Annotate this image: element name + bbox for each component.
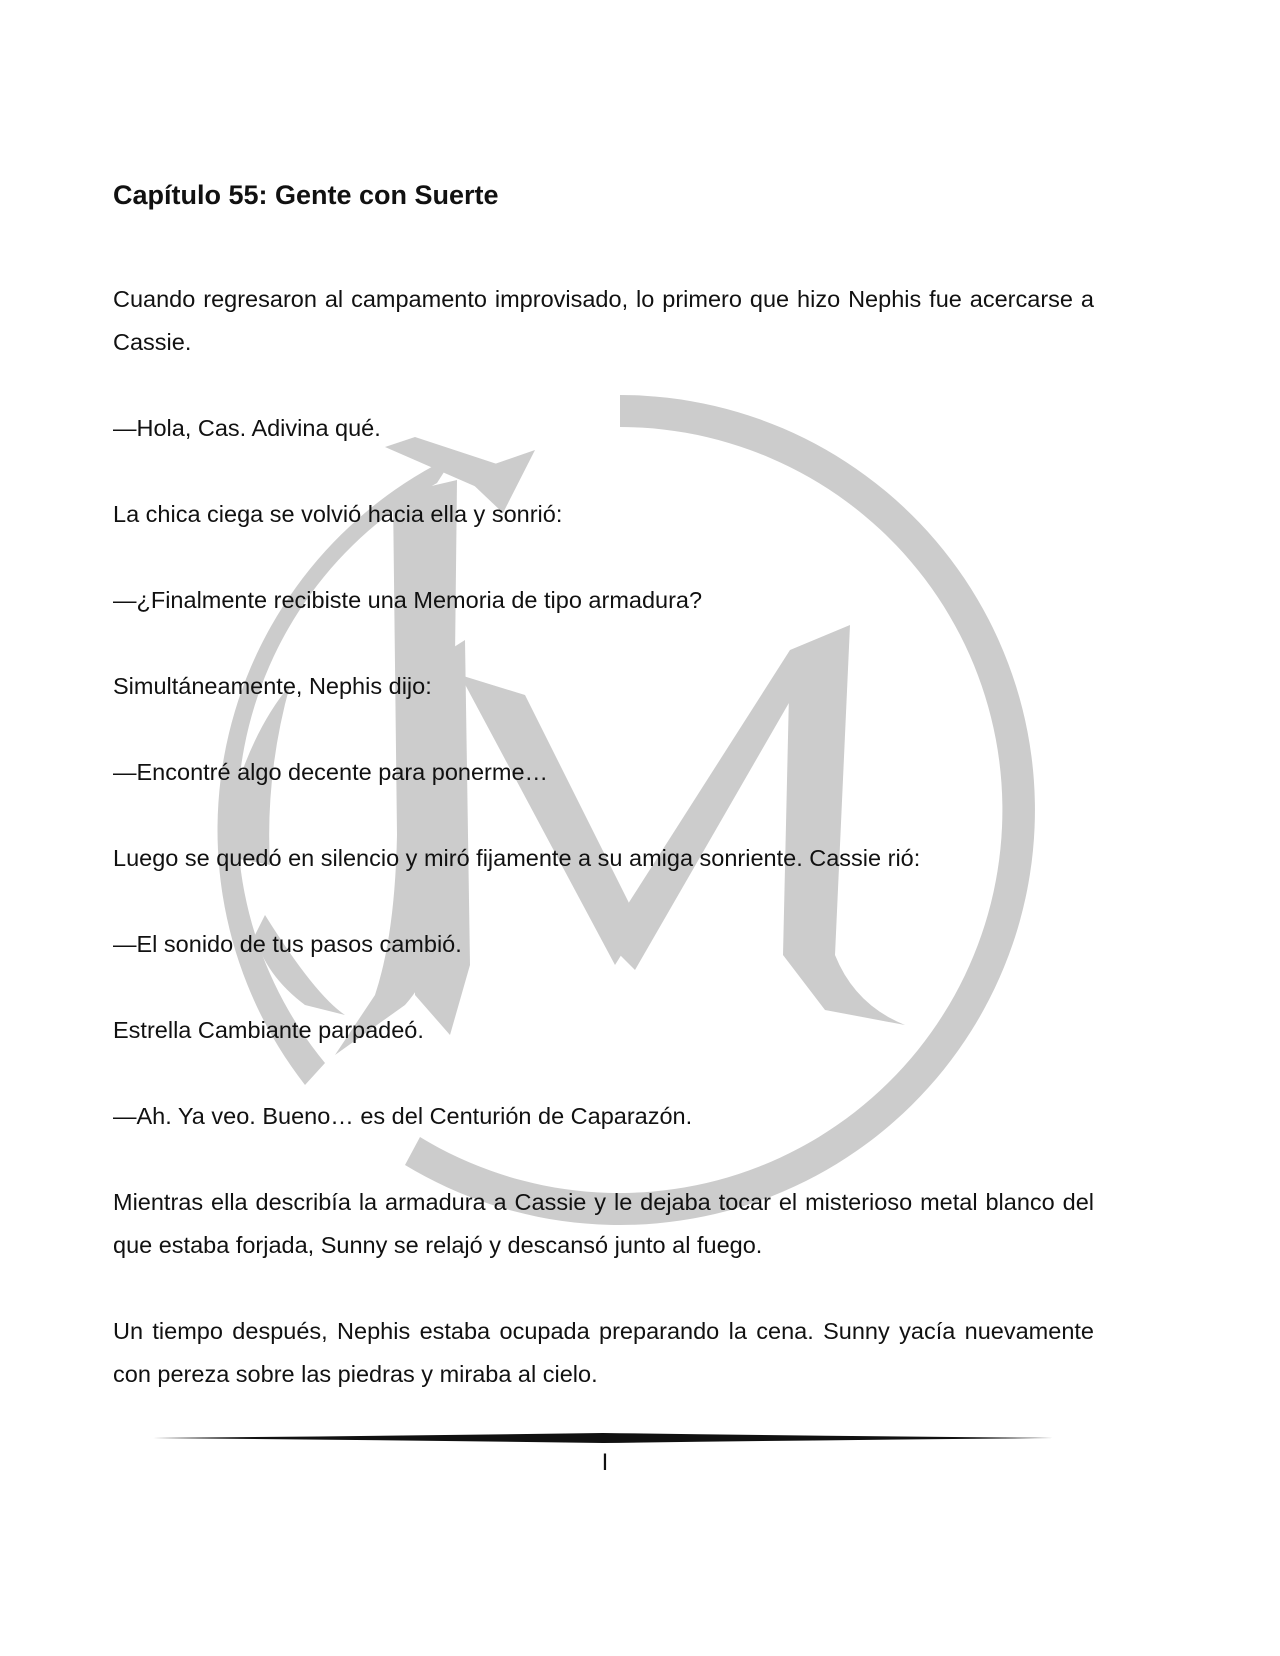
paragraph: Luego se quedó en silencio y miró fijamente a su amiga sonriente. Cassie rió: [113,845,921,871]
paragraph: —Encontré algo decente para ponerme… [113,759,549,785]
paragraph: Cuando regresaron al campamento improvisado, lo primero que hizo Nephis fue acercarse a Cassie. [113,286,1094,355]
paragraph: —Hola, Cas. Adivina qué. [113,415,381,441]
paragraph: —El sonido de tus pasos cambió. [113,931,462,957]
chapter-body [113,278,1094,1396]
footer-divider [153,1432,1053,1444]
paragraph: Estrella Cambiante parpadeó. [113,1017,424,1043]
paragraph: Simultáneamente, Nephis dijo: [113,673,432,699]
paragraph: —Ah. Ya veo. Bueno… es del Centurión de Caparazón. [113,1103,693,1129]
paragraph: Un tiempo después, Nephis estaba ocupada preparando la cena. Sunny yacía nuevamente con pereza sobre las piedras y miraba al cielo. [113,1318,1094,1387]
chapter-title: Capítulo 55: Gente con Suerte [113,180,499,210]
page-content [113,0,1094,1656]
paragraph: —¿Finalmente recibiste una Memoria de tipo armadura? [113,587,703,613]
paragraph: Mientras ella describía la armadura a Cassie y le dejaba tocar el misterioso metal blanco del que estaba forjada, Sunny se relajó y descansó junto al fuego. [113,1189,1094,1258]
page-number: I [601,1449,609,1476]
paragraph: La chica ciega se volvió hacia ella y sonrió: [113,501,563,527]
